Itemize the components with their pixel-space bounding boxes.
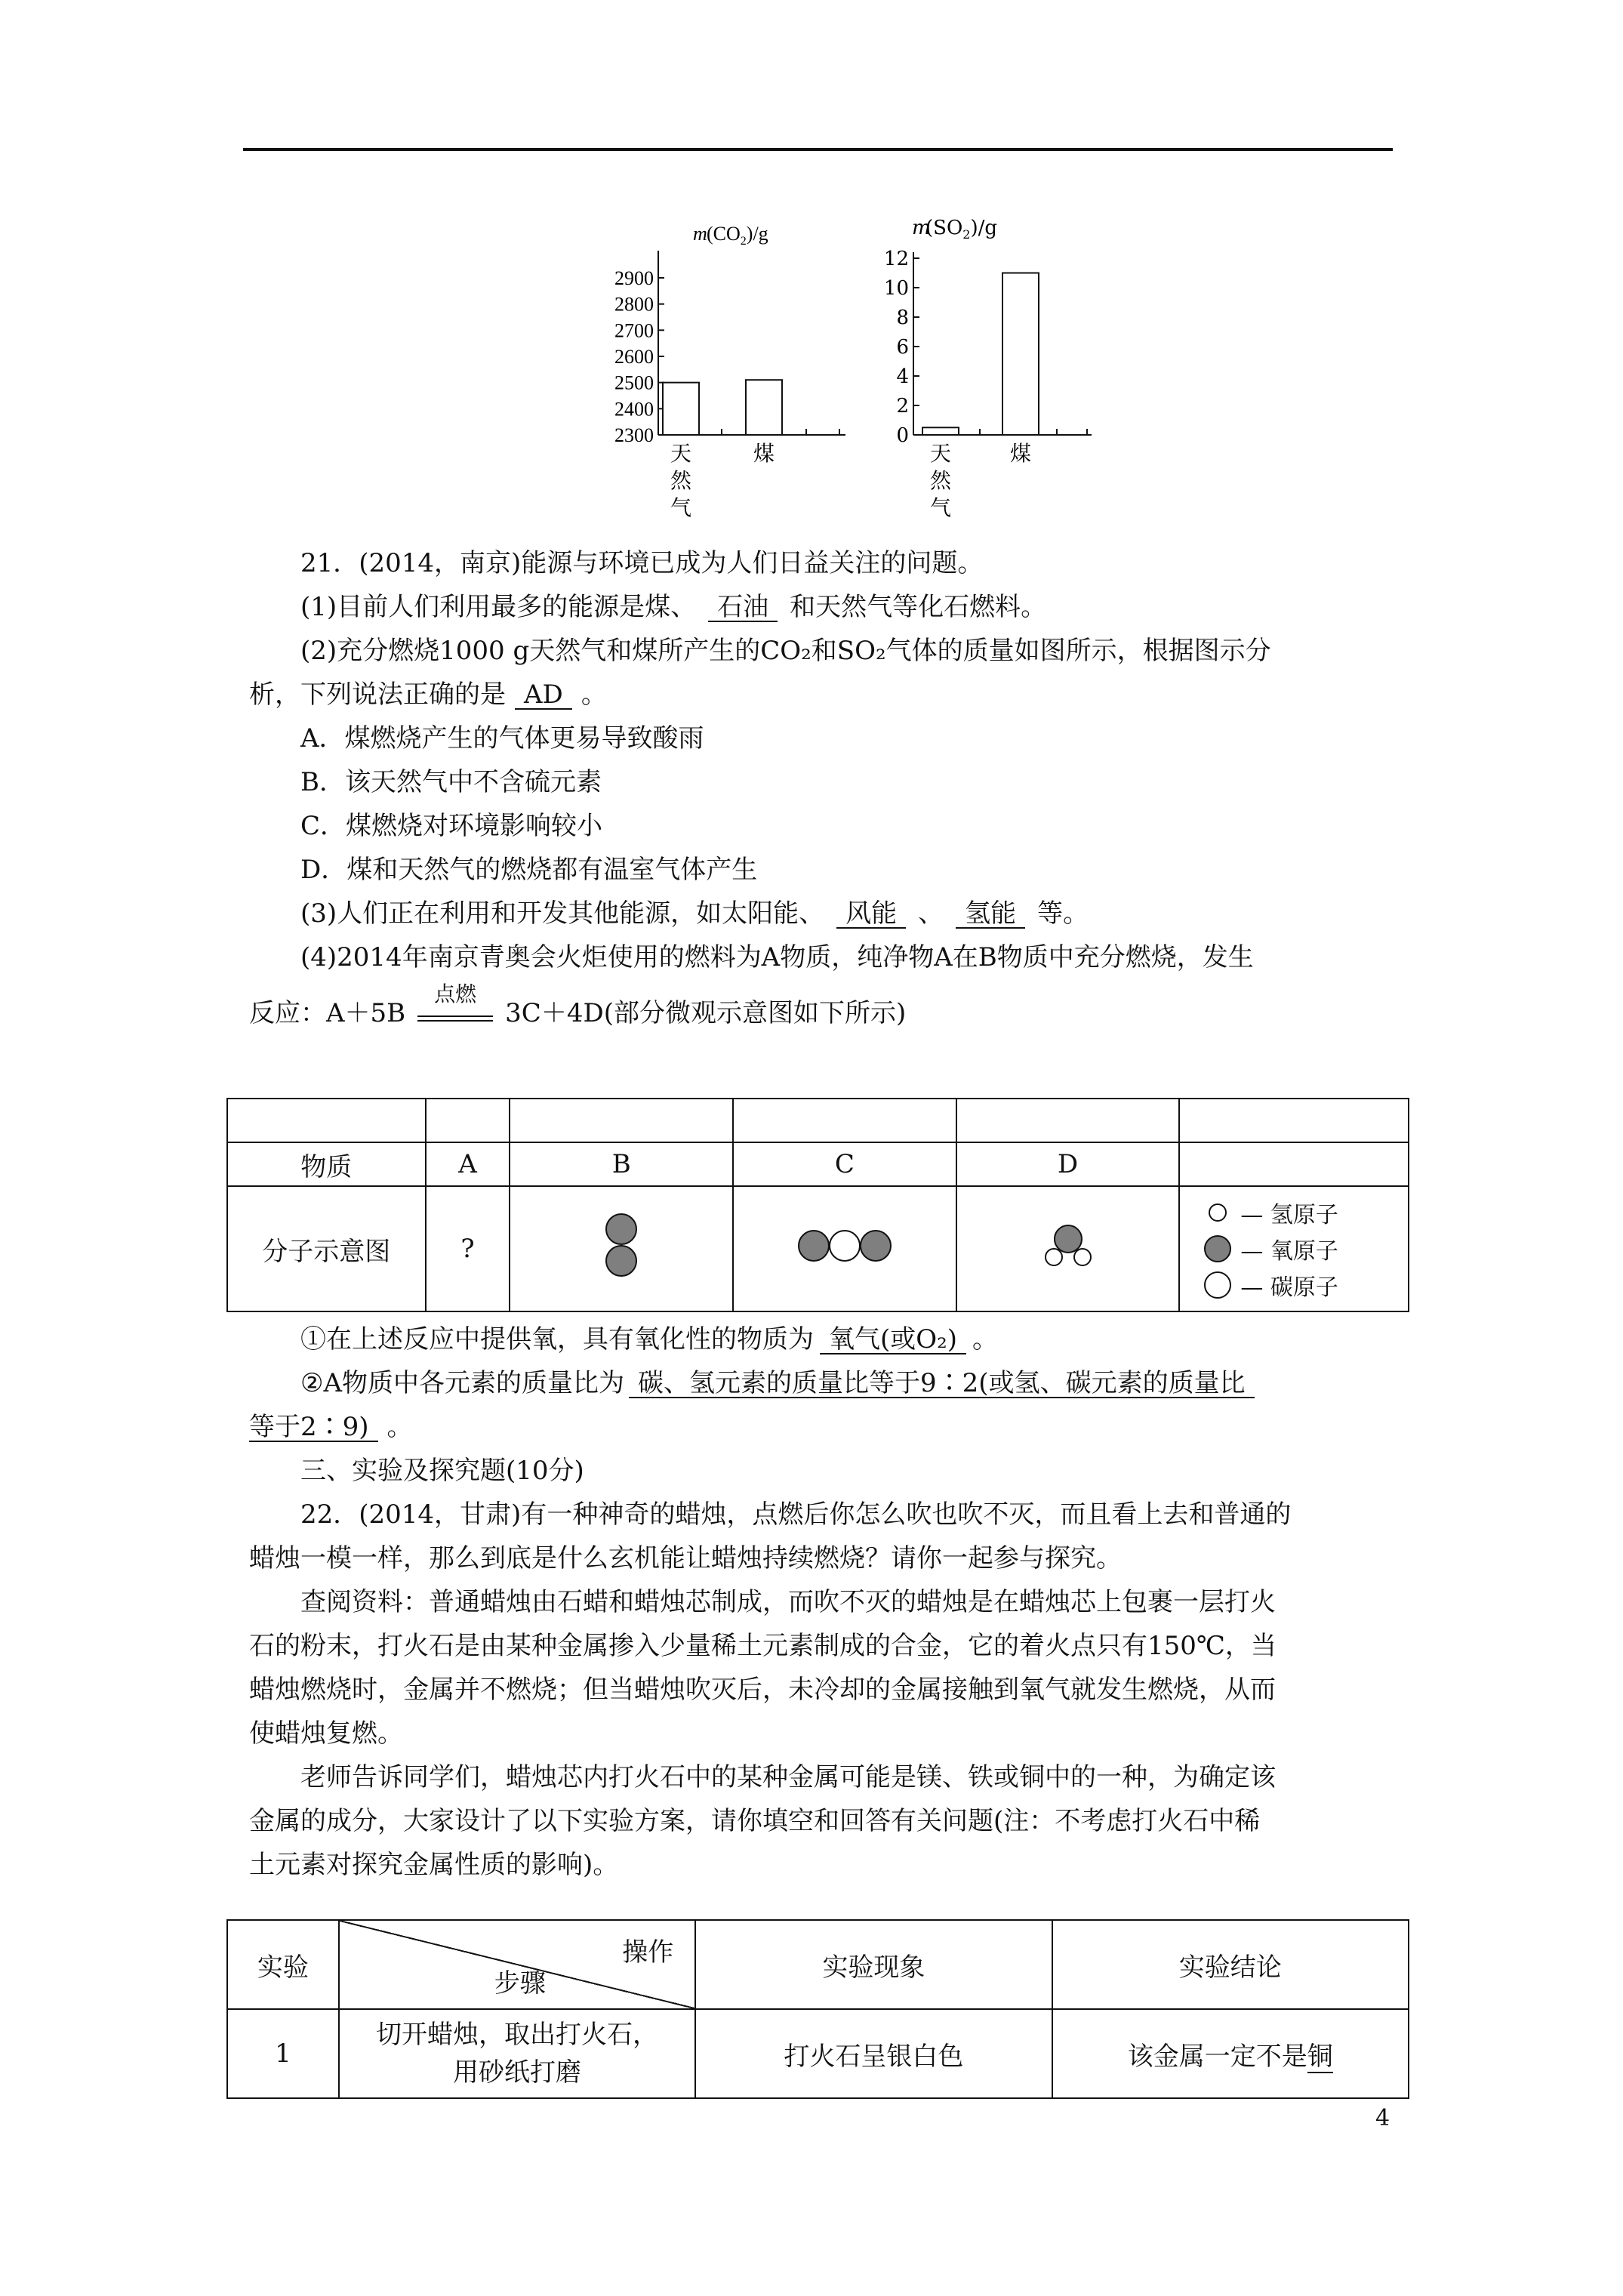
so2-ylabel: $(SO_2)/g$ bbox=[925, 217, 998, 242]
q21-sub1: ①在上述反应中提供氧，具有氧化性的物质为 氧气(或O₂) 。 bbox=[300, 1324, 999, 1354]
hydrogen-atom-icon bbox=[1203, 1197, 1233, 1228]
so2-bar bbox=[922, 427, 959, 435]
header-experiment: 实验 bbox=[227, 1920, 339, 2009]
so2-chart-svg bbox=[868, 204, 1170, 536]
section-3-title: 三、实验及探究题(10分) bbox=[300, 1456, 584, 1486]
header-operation: 操作 步骤 bbox=[339, 1920, 695, 2009]
so2-category-label: 天 bbox=[929, 441, 952, 466]
q21-part2-line1: (2)充分燃烧1000 g天然气和煤所产生的CO₂和SO₂气体的质量如图所示，根据图示分 bbox=[300, 636, 1271, 666]
row1-conclusion: 该金属一定不是铜 bbox=[1052, 2009, 1409, 2098]
q21-part4-line2: 反应：A＋5B 点燃 3C＋4D(部分微观示意图如下所示) bbox=[249, 982, 907, 1028]
charts-svg bbox=[574, 204, 876, 536]
so2-ytick-label: 10 bbox=[883, 277, 909, 300]
co2-ytick-label: 2600 bbox=[614, 346, 654, 368]
so2-ytick-label: 8 bbox=[896, 307, 909, 329]
q21-part1: (1)目前人们利用最多的能源是煤、 石油 和天然气等化石燃料。 bbox=[300, 592, 1047, 622]
header-rule bbox=[243, 148, 1393, 151]
so2-ytick-label: 2 bbox=[896, 395, 909, 418]
co2-ytick-label: 2500 bbox=[614, 371, 654, 394]
option-b: B．该天然气中不含硫元素 bbox=[300, 767, 602, 797]
q21-sub2-line2: 等于2∶9) 。 bbox=[249, 1412, 413, 1442]
header-conclusion: 实验结论 bbox=[1052, 1920, 1409, 2009]
so2-ytick-label: 6 bbox=[896, 336, 909, 359]
carbon-atom-icon bbox=[1203, 1270, 1233, 1300]
so2-ytick-label: 12 bbox=[883, 248, 909, 270]
oxygen-atom-icon bbox=[1203, 1234, 1233, 1264]
legend-carbon: — 碳原子 bbox=[1180, 1267, 1408, 1303]
row1-number: 1 bbox=[227, 2009, 339, 2098]
experiment-row-1 bbox=[227, 2009, 1409, 2098]
experiment-table bbox=[226, 1919, 1409, 2099]
q21-part4-line1: (4)2014年南京青奥会火炬使用的燃料为A物质，纯净物A在B物质中充分燃烧，发生 bbox=[300, 942, 1254, 972]
co2-ytick-label: 2800 bbox=[614, 293, 654, 316]
carbon-dioxide-molecule-icon bbox=[796, 1227, 894, 1265]
experiment-table-header bbox=[227, 1920, 1409, 2009]
option-c: C．煤燃烧对环境影响较小 bbox=[300, 811, 603, 841]
so2-ytick-label: 4 bbox=[896, 365, 909, 388]
q21-answer-2: AD bbox=[515, 681, 572, 710]
co2-bar bbox=[663, 383, 699, 435]
so2-category-label: 气 bbox=[929, 495, 952, 520]
molecule-table-diagram-row bbox=[227, 1186, 1409, 1311]
so2-chart bbox=[884, 217, 1092, 520]
q21-sub2-answer-1: 碳、氢元素的质量比等于9∶2(或氢、碳元素的质量比 bbox=[629, 1370, 1255, 1398]
info-line2: 石的粉末，打火石是由某种金属掺入少量稀土元素制成的合金，它的着火点只有150℃，当 bbox=[249, 1631, 1277, 1661]
molecule-b bbox=[510, 1186, 733, 1311]
info-line1: 查阅资料：普通蜡烛由石蜡和蜡烛芯制成，而吹不灭的蜡烛是在蜡烛芯上包裹一层打火 bbox=[300, 1587, 1276, 1617]
co2-category-label: 然 bbox=[670, 470, 692, 493]
q21-answer-3a: 风能 bbox=[836, 900, 906, 929]
co2-category-label: 煤 bbox=[753, 442, 775, 466]
q21-part3: (3)人们正在利用和开发其他能源，如太阳能、 风能 、 氢能 等。 bbox=[300, 898, 1089, 929]
row1-conclusion-answer: 铜 bbox=[1307, 2041, 1333, 2072]
co2-category-label: 天 bbox=[670, 442, 692, 466]
molecule-d bbox=[956, 1186, 1180, 1311]
teacher-line1: 老师告诉同学们，蜡烛芯内打火石中的某种金属可能是镁、铁或铜中的一种，为确定该 bbox=[300, 1762, 1276, 1792]
co2-ylabel: $(CO_2)/g$ bbox=[707, 223, 768, 248]
so2-ylabel-m: m bbox=[912, 217, 931, 239]
molecule-c bbox=[733, 1186, 956, 1311]
q21-answer-1: 石油 bbox=[708, 593, 778, 622]
so2-ytick-label: 0 bbox=[896, 424, 909, 447]
page-number: 4 bbox=[1375, 2105, 1390, 2131]
row1-operation: 切开蜡烛，取出打火石， 用砂纸打磨 bbox=[339, 2009, 695, 2098]
info-line4: 使蜡烛复燃。 bbox=[249, 1718, 403, 1749]
teacher-line2: 金属的成分，大家设计了以下实验方案，请你填空和回答有关问题(注：不考虑打火石中稀 bbox=[249, 1806, 1261, 1836]
co2-bar bbox=[746, 380, 782, 435]
q21-answer-3b: 氢能 bbox=[956, 900, 1025, 929]
row1-phenomenon: 打火石呈银白色 bbox=[695, 2009, 1052, 2098]
q22-line2: 蜡烛一模一样，那么到底是什么玄机能让蜡烛持续燃烧？请你一起参与探究。 bbox=[249, 1543, 1122, 1573]
header-b: B bbox=[510, 1142, 733, 1186]
a-unknown: ? bbox=[426, 1186, 510, 1311]
co2-ytick-label: 2300 bbox=[614, 424, 654, 446]
header-substance: 物质 bbox=[227, 1142, 426, 1186]
molecule-table bbox=[226, 1098, 1409, 1312]
bar-charts bbox=[574, 204, 876, 536]
header-c: C bbox=[733, 1142, 956, 1186]
q22-line1: 22．(2014，甘肃)有一种神奇的蜡烛，点燃后你怎么吹也吹不灭，而且看上去和普通的 bbox=[300, 1499, 1292, 1530]
water-molecule-icon bbox=[1038, 1221, 1098, 1271]
equals-sign bbox=[417, 1015, 493, 1022]
so2-bar bbox=[1002, 273, 1039, 436]
co2-ytick-label: 2400 bbox=[614, 398, 654, 421]
header-phenomenon: 实验现象 bbox=[695, 1920, 1052, 2009]
teacher-line3: 土元素对探究金属性质的影响)。 bbox=[249, 1850, 619, 1880]
molecule-table-empty-row bbox=[227, 1099, 1409, 1142]
header-d: D bbox=[956, 1142, 1180, 1186]
q21-stem: 21．(2014，南京)能源与环境已成为人们日益关注的问题。 bbox=[300, 548, 984, 578]
co2-chart bbox=[614, 223, 845, 520]
legend-hydrogen: — 氢原子 bbox=[1180, 1194, 1408, 1231]
q21-sub2-line1: ②A物质中各元素的质量比为 碳、氢元素的质量比等于9∶2(或氢、碳元素的质量比 bbox=[300, 1367, 1255, 1400]
co2-category-label: 气 bbox=[670, 497, 692, 520]
q21-sub2-answer-2: 等于2∶9) bbox=[249, 1413, 378, 1442]
so2-category-label: 然 bbox=[929, 468, 952, 493]
option-d: D．煤和天然气的燃烧都有温室气体产生 bbox=[300, 855, 758, 885]
oxygen-molecule-icon bbox=[599, 1210, 644, 1282]
co2-ylabel-m: m bbox=[693, 223, 707, 245]
header-a: A bbox=[426, 1142, 510, 1186]
option-a: A．煤燃烧产生的气体更易导致酸雨 bbox=[300, 723, 704, 754]
co2-ytick-label: 2700 bbox=[614, 319, 654, 342]
reaction-condition: 点燃 bbox=[417, 1002, 493, 1022]
row-label: 分子示意图 bbox=[227, 1186, 426, 1311]
so2-category-label: 煤 bbox=[1009, 441, 1032, 466]
molecule-table-header bbox=[227, 1142, 1409, 1186]
atom-legend bbox=[1179, 1186, 1409, 1311]
legend-oxygen: — 氧原子 bbox=[1180, 1231, 1408, 1267]
q21-sub1-answer: 氧气(或O₂) bbox=[820, 1326, 966, 1354]
q21-part2-line2: 析，下列说法正确的是 AD 。 bbox=[249, 680, 607, 710]
co2-ytick-label: 2900 bbox=[614, 267, 654, 289]
info-line3: 蜡烛燃烧时，金属并不燃烧；但当蜡烛吹灭后，未冷却的金属接触到氧气就发生燃烧，从而 bbox=[249, 1675, 1276, 1705]
